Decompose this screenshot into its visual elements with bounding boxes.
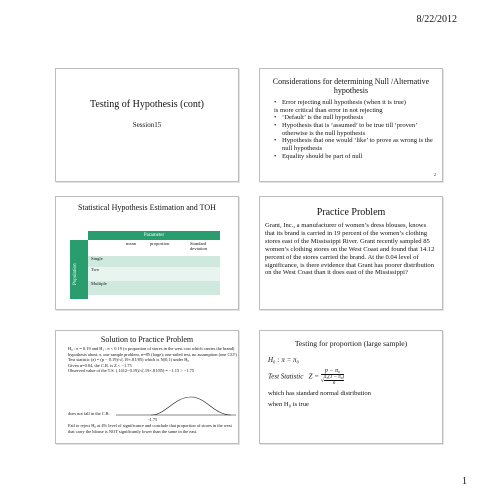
row-label: Single [91, 256, 103, 261]
slide-2-bullet: • Equality should be part of null [274, 153, 442, 161]
slide-1-subtitle: Session15 [132, 121, 162, 129]
parameter-table [70, 231, 220, 299]
solution-line: H₀ : π = 0.19 and H₁ : π < 0.19 (π proportion of stores in the west cost which carries the brand) [68, 346, 235, 351]
table-row [88, 256, 220, 267]
row-label: Two [91, 267, 100, 272]
solution-line: Given α=0.04, the C.R. is Z < −1.75 [68, 362, 132, 368]
slide-2-bullet: • Hypothesis that is ‘assumed’ to be true till ‘proven’ otherwise is the null hypothesis [274, 122, 442, 138]
slide-2-plain-line: is more critical than error in not rejecting [274, 107, 383, 115]
slide-4 [259, 196, 443, 310]
table-side [70, 240, 88, 299]
table-row [88, 281, 220, 295]
print-date: 8/22/2012 [416, 14, 457, 25]
slide-6 [259, 330, 443, 444]
slide-2 [259, 68, 443, 182]
z-numerator: p − π₀ [321, 368, 345, 375]
column-header: mean [126, 241, 136, 246]
column-header: Standard deviation [190, 241, 208, 251]
solution-line: Observed value of the T.S. (.1412−0.19)/√(.19×.81/85) = −1.15 > −1.75 [68, 368, 194, 373]
column-header: proportion [150, 241, 170, 246]
z-fraction [321, 368, 345, 386]
page-number: 1 [462, 476, 467, 487]
solution-line: Test statistic (z) = (p − 0.19)/√(.19×.81/85) which is N(0,1) under H₀ [68, 357, 189, 362]
test-statistic-formula [268, 368, 442, 386]
critical-value-label: -1.75 [148, 417, 158, 422]
slide-1-title: Testing of Hypothesis (cont) [89, 99, 204, 110]
slide-5 [55, 330, 239, 444]
variance-numerator: π₀(1 − π₀) [324, 375, 345, 381]
null-hypothesis: H₀ : π = π₀ [268, 356, 299, 365]
slide-6-title: Testing for proportion (large sample) [294, 339, 408, 348]
slide-2-bullet: • Error rejecting null hypothesis (when it is true) [274, 99, 442, 107]
row-label: Multiple [91, 281, 107, 286]
z-symbol: Z = [308, 372, 319, 381]
slide-2-title: Considerations for determining Null /Alternative hypothesis [272, 77, 430, 96]
slide-5-title: Solution to Practice Problem [100, 335, 194, 344]
sample-size: n [332, 381, 336, 387]
curve-path [151, 397, 231, 415]
z-denominator: √ $\frac{\text{π₀(1 − π₀)}}{n}$ [320, 375, 345, 387]
table-header: Parameter [88, 231, 220, 240]
slide-2-bullet: • ‘Default’ is the null hypothesis [274, 114, 442, 122]
solution-line: Fail to reject H₀ at 4% level of significance and conclude that proportion of stores in the west that carry the blouse is NOT significantly lower than the same in the east. [68, 423, 232, 434]
slide-4-text: Grant, Inc., a manufacturer of women’s dress blouses, knows that its brand is carried in 19 percent of the women’s clothing stores east of the Mississippi River. Grant recently sampled 85 women’s clothing stores on the West Coast and found that 14.12 percent of the stores carried the brand. At the 0.04 level of significance, is there evidence that Grant has poorer distribution on the West Coast than it does east of the Mississippi? [265, 222, 435, 277]
slide-2-bullet: • Hypothesis that one would ‘like’ to prove as wrong is the null hypothesis [274, 137, 442, 153]
table-column-headers [88, 240, 220, 256]
test-statistic-label: Test Statistic [268, 372, 304, 381]
table-row [88, 267, 220, 281]
slide-3 [55, 196, 239, 310]
condition-note: when H₀ is true [268, 401, 309, 409]
table-side-label: Population [73, 263, 78, 285]
slide-2-number: 2 [434, 172, 436, 177]
slide-1 [55, 68, 239, 182]
solution-line: does not fall in the C.R. [68, 411, 110, 416]
solution-line: hypothesis about π, one sample problem, n=85 (large); one-tailed test, no assumption (one CLT) [68, 351, 237, 357]
distribution-note: which has standard normal distribution [268, 390, 371, 398]
slide-4-title: Practice Problem [316, 207, 386, 218]
slide-3-title: Statistical Hypothesis Estimation and TOH [78, 203, 216, 212]
